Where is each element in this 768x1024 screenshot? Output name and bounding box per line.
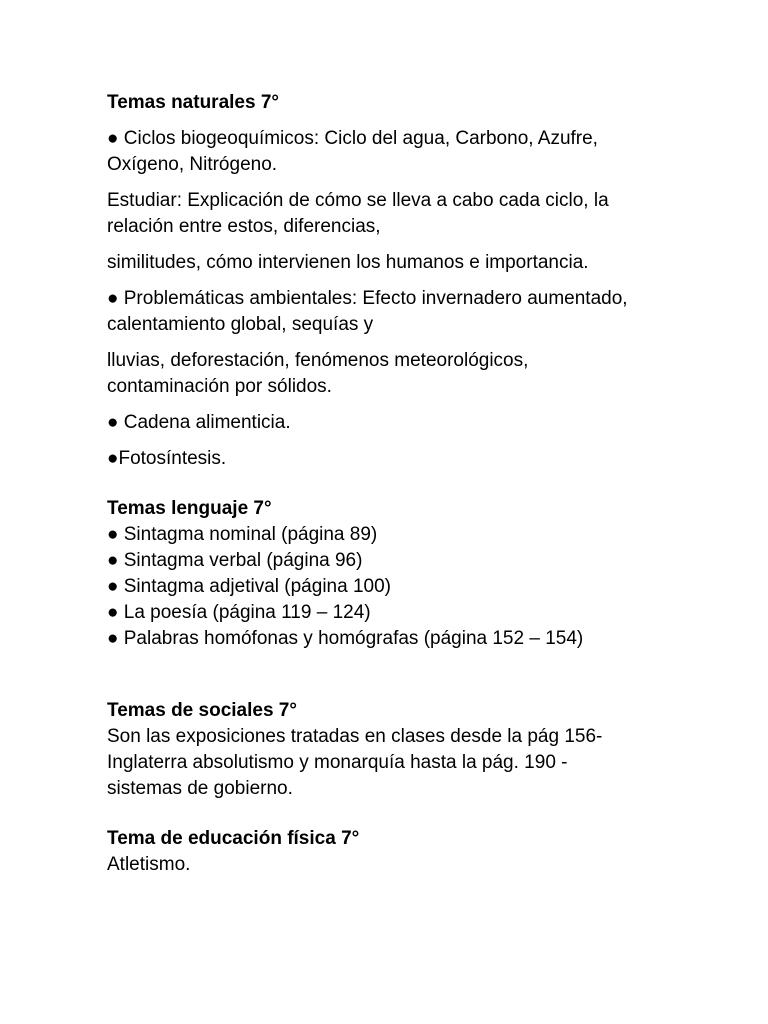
sociales-line-1: Son las exposiciones tratadas en clases desde la pág 156- (107, 726, 603, 747)
lenguaje-item: ● Sintagma nominal (página 89) (107, 524, 378, 545)
naturales-line-1: ● Ciclos biogeoquímicos: Ciclo del agua, Carbono, Azufre, (107, 128, 598, 149)
naturales-line-9: contaminación por sólidos. (107, 376, 332, 397)
naturales-title: Temas naturales 7° (107, 92, 279, 113)
lenguaje-item: ● Sintagma adjetival (página 100) (107, 576, 391, 597)
naturales-line-10: ● Cadena alimenticia. (107, 412, 291, 433)
naturales-line-11: ●Fotosíntesis. (107, 448, 227, 469)
sociales-line-2: Inglaterra absolutismo y monarquía hasta la pág. 190 - (107, 752, 568, 773)
naturales-line-5: similitudes, cómo intervienen los humanos e importancia. (107, 252, 589, 273)
lenguaje-item: ● La poesía (página 119 – 124) (107, 602, 371, 623)
sociales-line-3: sistemas de gobierno. (107, 778, 293, 799)
naturales-line-4: relación entre estos, diferencias, (107, 216, 381, 237)
lenguaje-item: ● Sintagma verbal (página 96) (107, 550, 363, 571)
sociales-title: Temas de sociales 7° (107, 700, 297, 721)
naturales-line-8: lluvias, deforestación, fenómenos meteorológicos, (107, 350, 529, 371)
lenguaje-item: ● Palabras homófonas y homógrafas (página 152 – 154) (107, 628, 584, 649)
naturales-line-2: Oxígeno, Nitrógeno. (107, 154, 278, 175)
educacion-fisica-line-1: Atletismo. (107, 854, 191, 875)
lenguaje-title: Temas lenguaje 7° (107, 498, 272, 519)
naturales-line-6: ● Problemáticas ambientales: Efecto invernadero aumentado, (107, 288, 628, 309)
document-page (107, 90, 697, 878)
naturales-line-7: calentamiento global, sequías y (107, 314, 374, 335)
educacion-fisica-title: Tema de educación física 7° (107, 828, 360, 849)
naturales-line-3: Estudiar: Explicación de cómo se lleva a cabo cada ciclo, la (107, 190, 609, 211)
